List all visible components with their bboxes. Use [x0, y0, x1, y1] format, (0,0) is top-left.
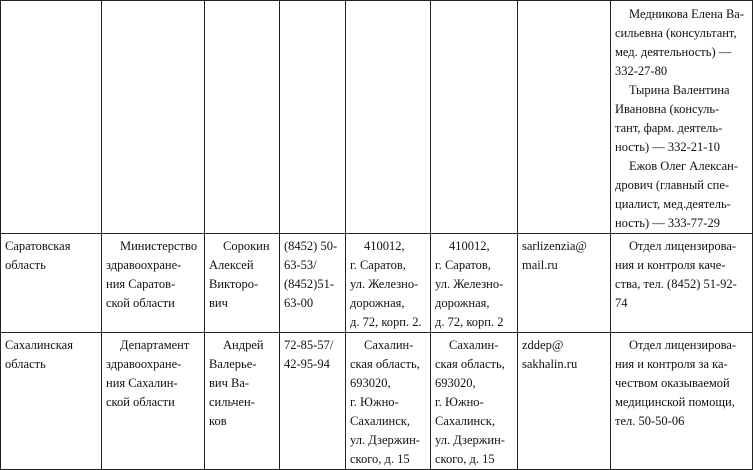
cell-region — [1, 234, 102, 333]
cell-region-empty — [1, 1, 102, 234]
note-line: тант, фарм. деятель- — [615, 121, 723, 135]
note-line: мед. деятельность) — — [615, 45, 732, 59]
phone-line: (8452) 50- — [284, 239, 338, 253]
address-line: 410012, — [364, 239, 405, 253]
contact-note — [615, 157, 748, 233]
region-line: Саратовская — [5, 239, 71, 253]
note-line: Тырина Валентина — [629, 83, 730, 97]
authority-line: Департамент — [120, 338, 190, 352]
cell-legal-address — [346, 234, 431, 333]
head-line: Андрей — [223, 338, 264, 352]
authority-line: ния Саратов- — [106, 277, 176, 291]
head-line: ков — [209, 414, 227, 428]
cell-postal-address — [431, 234, 518, 333]
cell-head-empty — [205, 1, 280, 234]
authority-line: здравоохране- — [106, 357, 182, 371]
address-line: ул. Железно- — [435, 277, 504, 291]
address-line: 693020, — [435, 376, 476, 390]
email-line: zddep@ — [522, 338, 564, 352]
phone-line: 72-85-57/ — [284, 338, 334, 352]
department-line: ства, тел. (8452) 51-92- — [615, 277, 737, 291]
head-line: Алексей — [209, 258, 254, 272]
department-line: ния и контроля каче- — [615, 258, 726, 272]
email-line: sakhalin.ru — [522, 357, 578, 371]
note-line: ность) — 333-77-29 — [615, 216, 720, 230]
authority-line: ской области — [106, 296, 175, 310]
head-line: сильчен- — [209, 395, 255, 409]
phone-line: (8452)51- — [284, 277, 334, 291]
address-line: д. 72, корп. 2. — [350, 315, 422, 329]
authority-line: здравоохране- — [106, 258, 182, 272]
note-line: сильевна (консультант, — [615, 26, 737, 40]
head-line: Викторо- — [209, 277, 259, 291]
address-line: ул. Железно- — [350, 277, 419, 291]
cell-head — [205, 234, 280, 333]
note-line: циалист, мед.деятель- — [615, 197, 731, 211]
phone-line: 63-00 — [284, 296, 314, 310]
cell-department — [611, 234, 753, 333]
note-line: Медникова Елена Ва- — [629, 7, 745, 21]
address-line: г. Южно- — [350, 395, 399, 409]
address-line: д. 72, корп. 2 — [435, 315, 504, 329]
note-line: 332-27-80 — [615, 64, 668, 78]
table-row-continuation — [1, 1, 753, 234]
address-line: г. Саратов, — [435, 258, 491, 272]
authority-line: Министерство — [120, 239, 198, 253]
note-line: Ежов Олег Алексан- — [629, 159, 738, 173]
cell-department-notes — [611, 1, 753, 234]
cell-phone-empty — [280, 1, 346, 234]
email-line: mail.ru — [522, 258, 558, 272]
address-line: Сахалин- — [449, 338, 499, 352]
address-line: ская область, — [350, 357, 420, 371]
cell-legal-address — [346, 333, 431, 470]
cell-email — [518, 234, 611, 333]
phone-line: 63-53/ — [284, 258, 317, 272]
contact-note — [615, 81, 748, 157]
region-line: область — [5, 357, 46, 371]
address-line: ская область, — [435, 357, 505, 371]
address-line: дорожная, — [350, 296, 405, 310]
cell-postal-address-empty — [431, 1, 518, 234]
note-line: ность) — 332-21-10 — [615, 140, 720, 154]
cell-region — [1, 333, 102, 470]
region-line: область — [5, 258, 46, 272]
phone-line: 42-95-94 — [284, 357, 330, 371]
department-line: ния и контроля за ка- — [615, 357, 728, 371]
head-line: вич — [209, 296, 228, 310]
cell-email-empty — [518, 1, 611, 234]
department-line: 74 — [615, 296, 628, 310]
cell-head — [205, 333, 280, 470]
address-line: ского, д. 15 — [350, 452, 410, 466]
email-line: sarlizenzia@ — [522, 239, 587, 253]
department-line: тел. 50-50-06 — [615, 414, 685, 428]
address-line: Сахалин- — [364, 338, 414, 352]
address-line: г. Южно- — [435, 395, 484, 409]
head-line: Сорокин — [223, 239, 270, 253]
department-line: медицинской помощи, — [615, 395, 735, 409]
cell-postal-address — [431, 333, 518, 470]
cell-department — [611, 333, 753, 470]
note-line: дрович (главный спе- — [615, 178, 730, 192]
cell-phone — [280, 234, 346, 333]
address-line: Сахалинск, — [435, 414, 495, 428]
department-line: чеством оказываемой — [615, 376, 730, 390]
table-row-saratov — [1, 234, 753, 333]
cell-email — [518, 333, 611, 470]
cell-authority-empty — [102, 1, 205, 234]
region-line: Сахалинская — [5, 338, 73, 352]
head-line: вич Ва- — [209, 376, 250, 390]
authority-line: ния Сахалин- — [106, 376, 178, 390]
address-line: ул. Дзержин- — [350, 433, 420, 447]
address-line: ского, д. 15 — [435, 452, 495, 466]
authority-line: ской области — [106, 395, 175, 409]
department-line: Отдел лицензирова- — [629, 239, 737, 253]
address-line: 410012, — [449, 239, 490, 253]
address-line: г. Саратов, — [350, 258, 406, 272]
cell-legal-address-empty — [346, 1, 431, 234]
address-line: ул. Дзержин- — [435, 433, 505, 447]
address-line: 693020, — [350, 376, 391, 390]
table-row-sakhalin — [1, 333, 753, 470]
head-line: Валерье- — [209, 357, 257, 371]
department-line: Отдел лицензирова- — [629, 338, 737, 352]
note-line: Ивановна (консуль- — [615, 102, 720, 116]
cell-phone — [280, 333, 346, 470]
address-line: Сахалинск, — [350, 414, 410, 428]
contact-note — [615, 5, 748, 81]
cell-authority — [102, 333, 205, 470]
cell-authority — [102, 234, 205, 333]
address-line: дорожная, — [435, 296, 490, 310]
